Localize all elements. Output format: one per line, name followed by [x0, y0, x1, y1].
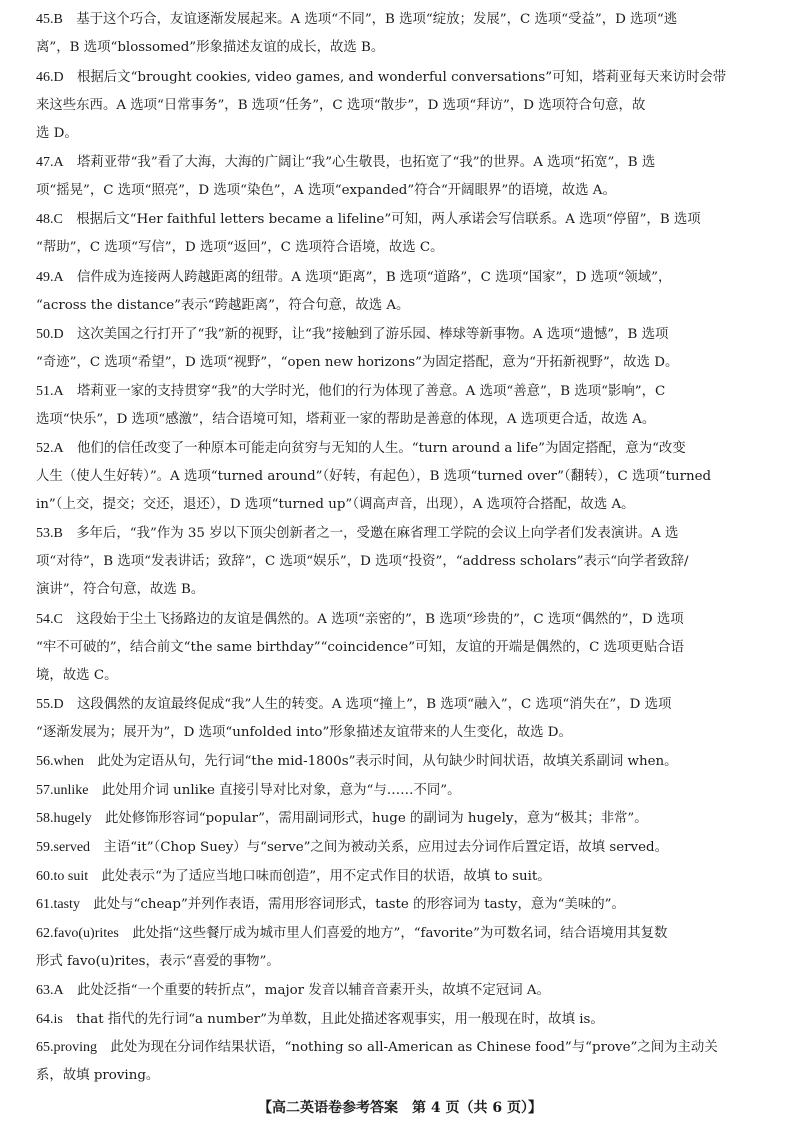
- answer-48: [36, 206, 768, 262]
- explanation-line: “牢不可破的”，结合前文“the same birthday”“coincidence”可知，友谊的开端是偶然的，C 选项更贴合语: [36, 640, 684, 655]
- answer-60: [36, 863, 768, 891]
- answer-number: 58.hugely: [36, 811, 92, 826]
- explanation-line: 此处表示“为了适应当地口味而创造”，用不定式作目的状语，故填 to suit。: [88, 869, 551, 884]
- answer-53: [36, 520, 768, 604]
- explanation-line: 此处修饰形容词“popular”，需用副词形式，huge 的副词为 hugely，意为“极其；非常”。: [91, 811, 648, 826]
- explanation-line: 离”，B 选项“blossomed”形象描述友谊的成长，故选 B。: [36, 40, 385, 55]
- answer-number: 45.B: [36, 12, 63, 27]
- explanation-line: 系，故填 proving。: [36, 1068, 160, 1083]
- explanation-line: 多年后，“我”作为 35 岁以下顶尖创新者之一，受邀在麻省理工学院的会议上向学者们发表演讲。A 选: [62, 526, 679, 541]
- explanation-line: 主语“it”（Chop Suey）与“serve”之间为被动关系，应用过去分词作后置定语，故填 served。: [90, 840, 668, 855]
- answer-number: 52.A: [36, 441, 64, 456]
- answer-45: [36, 6, 768, 62]
- answer-number: 51.A: [36, 384, 64, 399]
- answer-58: [36, 805, 768, 833]
- explanation-line: 这次美国之行打开了“我”新的视野，让“我”接触到了游乐园、棒球等新事物。A 选项“遗憾”，B 选项: [63, 327, 669, 342]
- answer-46: [36, 64, 768, 148]
- explanation-line: 演讲”，符合句意，故选 B。: [36, 582, 205, 597]
- answer-number: 63.A: [36, 983, 64, 998]
- explanation-line: 此处用介词 unlike 直接引导对比对象，意为“与……不同”。: [88, 783, 461, 798]
- explanation-line: “across the distance”表示“跨越距离”，符合句意，故选 A。: [36, 298, 410, 313]
- answer-number: 61.tasty: [36, 897, 80, 912]
- explanation-line: 境，故选 C。: [36, 668, 118, 683]
- answer-56: [36, 748, 768, 776]
- explanation-line: 项“摇晃”，C 选项“照亮”，D 选项“染色”，A 选项“expanded”符合“开阔眼界”的语境，故选 A。: [36, 183, 616, 198]
- explanation-line: 此处泛指“一个重要的转折点”，major 发音以辅音音素开头，故填不定冠词 A。: [63, 983, 550, 998]
- explanation-line: 选项“快乐”，D 选项“感激”，结合语境可知，塔莉亚一家的帮助是善意的体现，A 选项更合适，故选 A。: [36, 412, 656, 427]
- answer-59: [36, 834, 768, 862]
- explanation-line: 信件成为连接两人跨越距离的纽带。A 选项“距离”，B 选项“道路”，C 选项“国家”，D 选项“领域”，: [63, 270, 672, 285]
- explanation-line: 此处为定语从句，先行词“the mid-1800s”表示时间，从句缺少时间状语，故填关系副词 when。: [83, 754, 678, 769]
- answer-number: 55.D: [36, 697, 64, 712]
- page-footer: 【高二英语卷参考答案 第 4 页（共 6 页）】: [258, 1100, 542, 1116]
- answer-number: 62.favo(u)rites: [36, 926, 119, 941]
- explanation-line: 此处为现在分词作结果状语，“nothing so all-American as Chinese food”与“prove”之间为主动关: [97, 1040, 718, 1055]
- explanation-line: 此处与“cheap”并列作表语，需用形容词形式，taste 的形容词为 tasty，意为“美味的”。: [79, 897, 625, 912]
- answer-number: 46.D: [36, 70, 64, 85]
- answer-50: [36, 321, 768, 377]
- answer-number: 53.B: [36, 526, 63, 541]
- answer-number: 57.unlike: [36, 783, 89, 798]
- explanation-line: 选 D。: [36, 126, 78, 141]
- explanation-line: 基于这个巧合，友谊逐渐发展起来。A 选项“不同”，B 选项“绽放；发展”，C 选项“受益”，D 选项“逃: [62, 12, 678, 27]
- explanation-line: 这段始于尘土飞扬路边的友谊是偶然的。A 选项“亲密的”，B 选项“珍贵的”，C 选项“偶然的”，D 选项: [62, 612, 684, 627]
- explanation-line: 这段偶然的友谊最终促成“我”人生的转变。A 选项“撞上”，B 选项“融入”，C 选项“消失在”，D 选项: [63, 697, 672, 712]
- answer-number: 49.A: [36, 270, 64, 285]
- answer-number: 64.is: [36, 1012, 63, 1027]
- explanation-line: 他们的信任改变了一种原本可能走向贫穷与无知的人生。“turn around a life”为固定搭配，意为“改变: [63, 441, 686, 456]
- answer-number: 47.A: [36, 155, 64, 170]
- answer-61: [36, 891, 768, 919]
- explanation-line: in”（上交，提交；交还，退还），D 选项“turned up”（调高声音，出现），A 选项符合搭配，故选 A。: [36, 497, 635, 512]
- explanation-line: that 指代的先行词“a number”为单数，且此处描述客观事实，用一般现在时，故填 is。: [62, 1012, 604, 1027]
- answer-55: [36, 691, 768, 747]
- explanation-line: 人生（使人生好转）”。A 选项“turned around”（好转，有起色），B 选项“turned over”（翻转），C 选项“turned: [36, 469, 712, 484]
- answer-number: 50.D: [36, 327, 64, 342]
- answer-65: [36, 1034, 768, 1090]
- answer-51: [36, 378, 768, 434]
- answer-62: [36, 920, 768, 976]
- explanation-line: “奇迹”，C 选项“希望”，D 选项“视野”，“open new horizons”为固定搭配，意为“开拓新视野”，故选 D。: [36, 355, 679, 370]
- explanation-line: 塔莉亚带“我”看了大海，大海的广阔让“我”心生敬畏，也拓宽了“我”的世界。A 选项“拓宽”，B 选: [63, 155, 656, 170]
- explanation-line: 根据后文“Her faithful letters became a lifeline”可知，两人承诺会写信联系。A 选项“停留”，B 选项: [62, 212, 701, 227]
- answer-47: [36, 149, 768, 205]
- answer-64: [36, 1006, 768, 1034]
- answer-number: 48.C: [36, 212, 63, 227]
- answer-52: [36, 435, 768, 519]
- explanation-line: 塔莉亚一家的支持贯穿“我”的大学时光，他们的行为体现了善意。A 选项“善意”，B 选项“影响”，C: [63, 384, 666, 399]
- explanation-line: 根据后文“brought cookies, video games, and wonderful conversations”可知，塔莉亚每天来访时会带: [63, 70, 727, 85]
- answer-49: [36, 264, 768, 320]
- answer-54: [36, 606, 768, 690]
- answer-number: 56.when: [36, 754, 84, 769]
- explanation-line: 形式 favo(u)rites，表示“喜爱的事物”。: [36, 954, 280, 969]
- explanation-line: 项“对待”，B 选项“发表讲话；致辞”，C 选项“娱乐”，D 选项“投资”，“address scholars”表示“向学者致辞/: [36, 554, 689, 569]
- explanation-line: “逐渐发展为；展开为”，D 选项“unfolded into”形象描述友谊带来的人生变化，故选 D。: [36, 725, 572, 740]
- answer-number: 65.proving: [36, 1040, 98, 1055]
- explanation-line: 来这些东西。A 选项“日常事务”，B 选项“任务”，C 选项“散步”，D 选项“拜访”，D 选项符合句意，故: [36, 98, 646, 113]
- explanation-line: 此处指“这些餐厅成为城市里人们喜爱的地方”，“favorite”为可数名词，结合语境用其复数: [118, 926, 668, 941]
- explanation-line: “帮助”，C 选项“写信”，D 选项“返回”，C 选项符合语境，故选 C。: [36, 240, 444, 255]
- answer-number: 54.C: [36, 612, 63, 627]
- answer-number: 59.served: [36, 840, 91, 855]
- answer-63: [36, 977, 768, 1005]
- answer-57: [36, 777, 768, 805]
- answer-number: 60.to suit: [36, 869, 89, 884]
